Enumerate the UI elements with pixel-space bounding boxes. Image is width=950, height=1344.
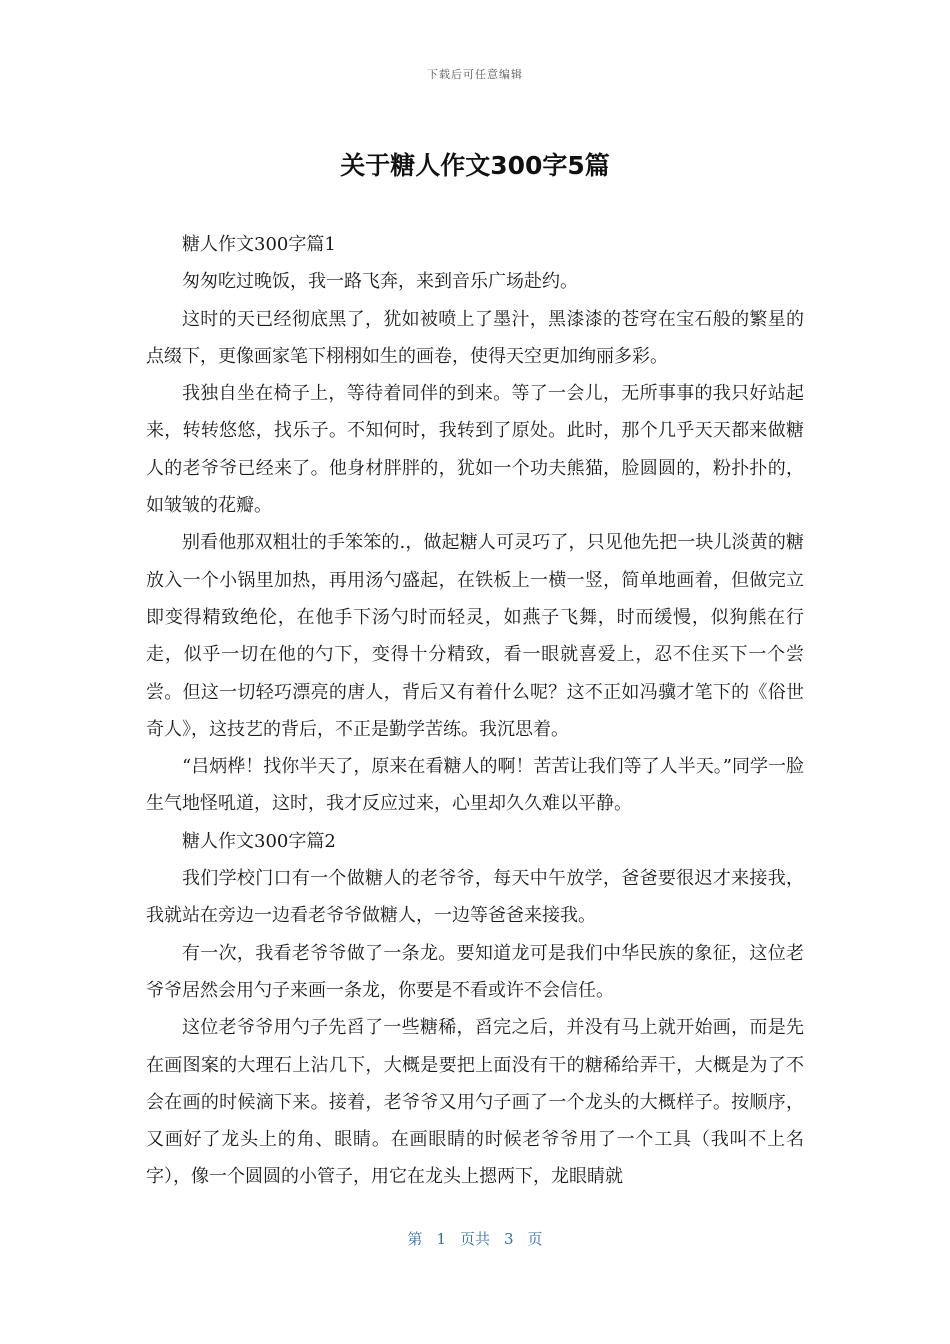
body-paragraph: “吕炳桦！找你半天了，原来在看糖人的啊！苦苦让我们等了人半天。”同学一脸生气地怪吼道，这时，我才反应过来，心里却久久难以平静。 bbox=[146, 756, 804, 815]
document-body bbox=[146, 226, 804, 1196]
section-heading-2: 糖人作文300字篇2 bbox=[182, 830, 336, 852]
footer-label-page: 第 bbox=[407, 1230, 423, 1248]
body-paragraph: 匆匆吃过晚饭，我一路飞奔，来到音乐广场赴约。 bbox=[182, 271, 578, 293]
page-header-note: 下载后可任意编辑 bbox=[427, 68, 523, 81]
body-paragraph: 我们学校门口有一个做糖人的老爷爷，每天中午放学，爸爸要很迟才来接我，我就站在旁边一边看老爷爷做糖人，一边等爸爸来接我。 bbox=[146, 868, 804, 927]
body-paragraph: 这时的天已经彻底黑了，犹如被喷上了墨汁，黑漆漆的苍穹在宝石般的繁星的点缀下，更像画家笔下栩栩如生的画卷，使得天空更加绚丽多彩。 bbox=[146, 308, 804, 367]
body-paragraph: 我独自坐在椅子上，等待着同伴的到来。等了一会儿，无所事事的我只好站起来，转转悠悠，找乐子。不知何时，我转到了原处。此时，那个几乎天天都来做糖人的老爷爷已经来了。他身材胖胖的，犹如一个功夫熊猫，脸圆圆的，粉扑扑的，如皱皱的花瓣。 bbox=[146, 383, 804, 517]
footer-total-pages: 3 bbox=[504, 1230, 514, 1248]
body-paragraph: 别看他那双粗壮的手笨笨的.，做起糖人可灵巧了，只见他先把一块儿淡黄的糖放入一个小锅里加热，再用汤勺盛起，在铁板上一横一竖，简单地画着，但做完立即变得精致绝伦，在他手下汤勺时而轻灵，如燕子飞舞，时而缓慢，似狗熊在行走，似乎一切在他的勺下，变得十分精致，看一眼就喜爱上，忍不住买下一个尝尝。但这一切轻巧漂亮的唐人，背后又有着什么呢？这不正如冯骥才笔下的《俗世奇人》，这技艺的背后，不正是勤学苦练。我沉思着。 bbox=[146, 532, 804, 740]
document-title: 关于糖人作文300字5篇 bbox=[340, 151, 610, 180]
body-paragraph: 有一次，我看老爷爷做了一条龙。要知道龙可是我们中华民族的象征，这位老爷爷居然会用勺子来画一条龙，你要是不看或许不会信任。 bbox=[146, 942, 804, 1001]
footer-label-end: 页 bbox=[527, 1230, 543, 1248]
body-paragraph: 这位老爷爷用勺子先舀了一些糖稀，舀完之后，并没有马上就开始画，而是先在画图案的大理石上沾几下，大概是要把上面没有干的糖稀给弄干，大概是为了不会在画的时候滴下来。接着，老爷爷又用勺子画了一个龙头的大概样子。按顺序，又画好了龙头上的角、眼睛。在画眼睛的时候老爷爷用了一个工具（我叫不上名字），像一个圆圆的小管子，用它在龙头上摁两下，龙眼睛就 bbox=[146, 1017, 804, 1188]
page-number-footer bbox=[0, 1228, 950, 1249]
section-heading-1: 糖人作文300字篇1 bbox=[182, 234, 336, 255]
footer-label-total: 页共 bbox=[459, 1230, 490, 1248]
footer-current-page: 1 bbox=[436, 1230, 446, 1248]
